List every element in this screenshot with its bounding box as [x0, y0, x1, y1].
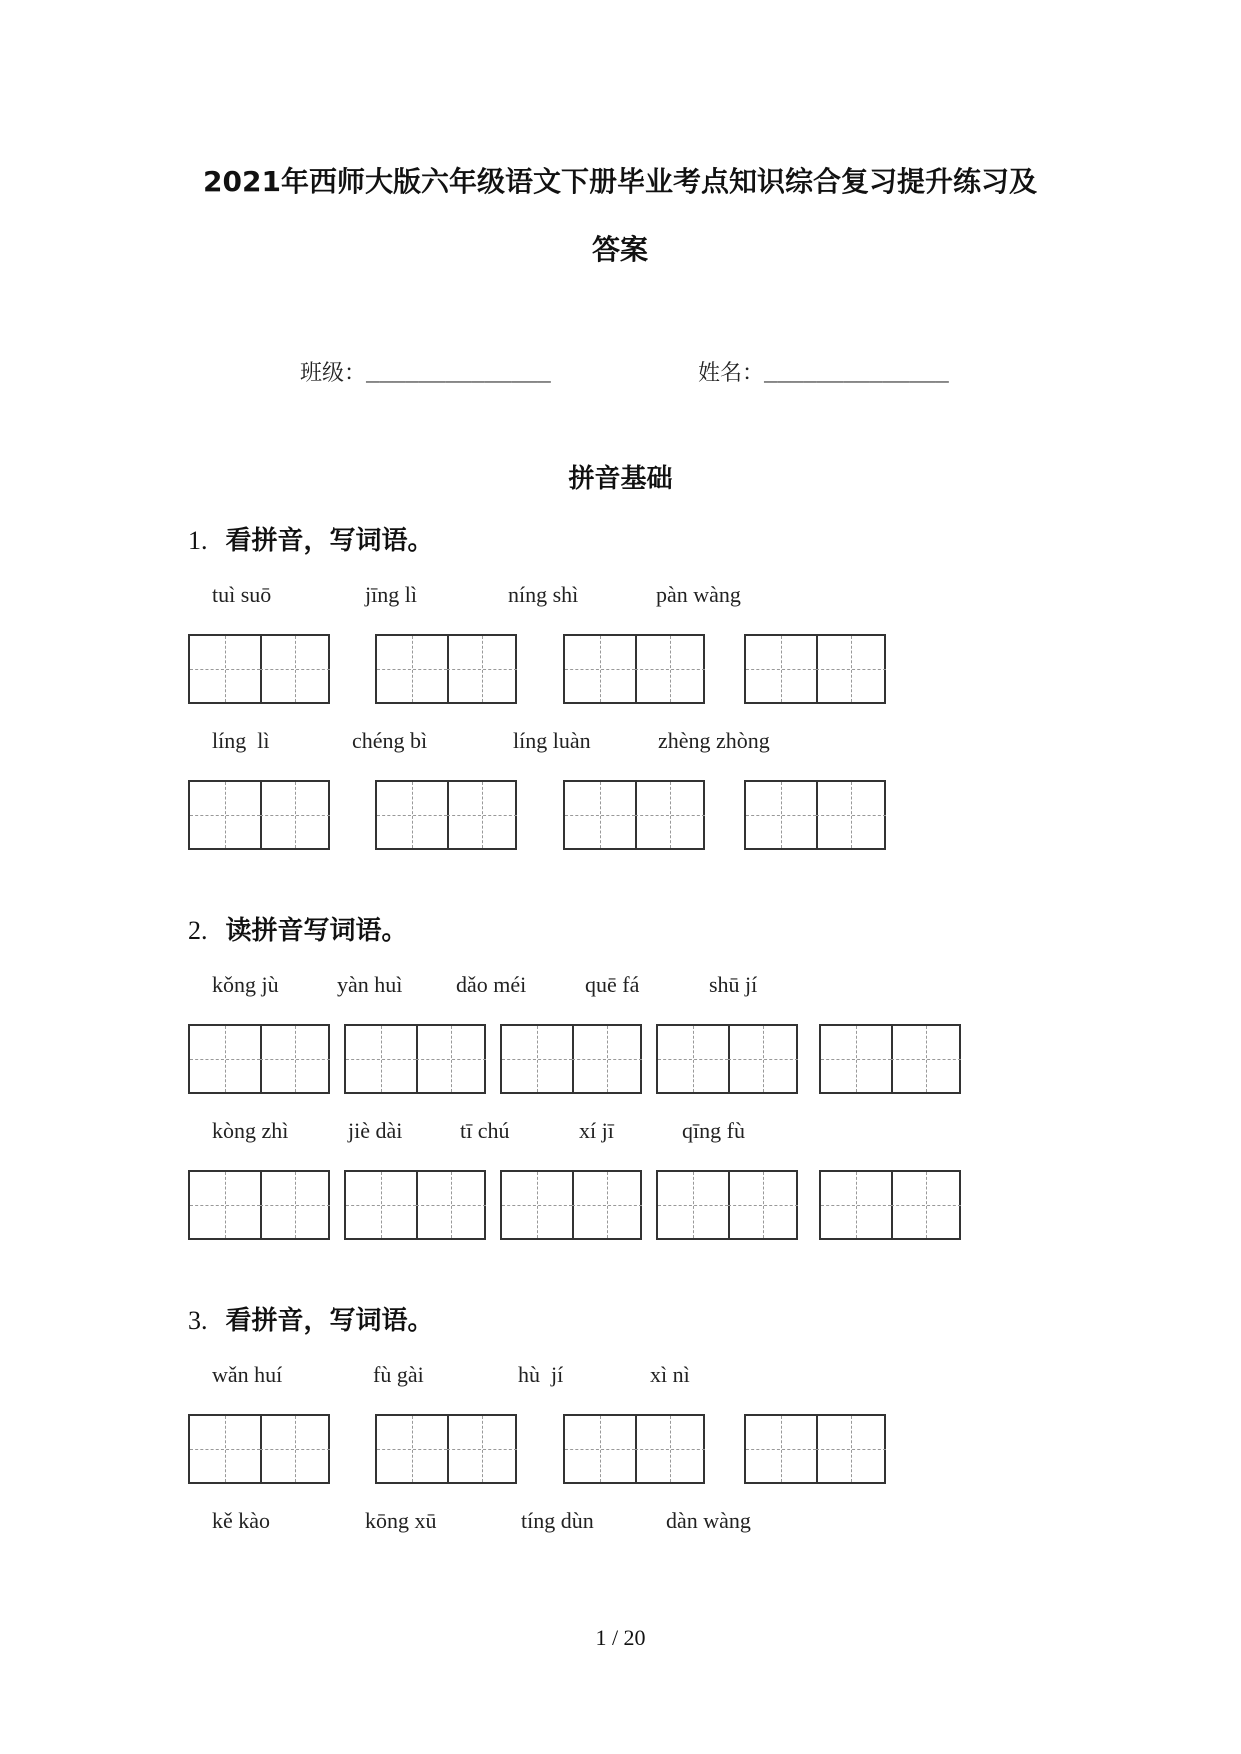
- writing-box[interactable]: [375, 780, 517, 850]
- pinyin-label: chéng bì: [352, 728, 428, 753]
- writing-box[interactable]: [500, 1170, 642, 1240]
- writing-box[interactable]: [744, 1414, 886, 1484]
- pinyin-label: yàn huì: [337, 972, 403, 997]
- pinyin-label: kōng xū: [365, 1508, 437, 1533]
- pinyin-label: qīng fù: [682, 1118, 745, 1143]
- pinyin-label: xí jī: [579, 1118, 614, 1143]
- name-blank: ______________: [764, 362, 949, 387]
- writing-box[interactable]: [375, 634, 517, 704]
- writing-box[interactable]: [656, 1170, 798, 1240]
- name-field: [698, 356, 949, 387]
- pinyin-label: dǎo méi: [456, 972, 527, 997]
- writing-box[interactable]: [563, 634, 705, 704]
- writing-box[interactable]: [188, 1024, 330, 1094]
- pinyin-label: kǒng jù: [212, 972, 279, 997]
- pinyin-label: níng shì: [508, 582, 579, 607]
- writing-box[interactable]: [188, 1170, 330, 1240]
- pinyin-label: kòng zhì: [212, 1118, 289, 1143]
- question-number: 3.: [188, 1306, 208, 1335]
- question-prompt: 看拼音，写词语。: [225, 1306, 434, 1336]
- pinyin-label: líng lì: [212, 728, 270, 753]
- document-title-line-1: 2021年西师大版六年级语文下册毕业考点知识综合复习提升练习及: [203, 165, 1037, 198]
- question-2-heading: [188, 910, 408, 947]
- writing-box[interactable]: [344, 1170, 486, 1240]
- writing-box[interactable]: [188, 780, 330, 850]
- writing-box[interactable]: [188, 634, 330, 704]
- writing-box[interactable]: [744, 780, 886, 850]
- pinyin-label: zhèng zhòng: [658, 728, 770, 753]
- document-title-line-2: 答案: [591, 233, 648, 266]
- pinyin-label: tī chú: [460, 1118, 510, 1143]
- question-1-heading: [188, 520, 434, 557]
- writing-box[interactable]: [563, 1414, 705, 1484]
- writing-box[interactable]: [819, 1170, 961, 1240]
- pinyin-label: dàn wàng: [666, 1508, 751, 1533]
- pinyin-label: jiè dài: [348, 1118, 403, 1143]
- pinyin-label: fù gài: [373, 1362, 424, 1387]
- pinyin-label: wǎn huí: [212, 1362, 283, 1387]
- class-blank: ______________: [366, 362, 551, 387]
- pinyin-label: quē fá: [585, 972, 640, 997]
- writing-box[interactable]: [819, 1024, 961, 1094]
- pinyin-label: líng luàn: [513, 728, 591, 753]
- question-prompt: 看拼音，写词语。: [225, 526, 434, 556]
- writing-box[interactable]: [344, 1024, 486, 1094]
- writing-box[interactable]: [188, 1414, 330, 1484]
- question-number: 2.: [188, 916, 208, 945]
- name-label: 姓名：: [698, 361, 765, 386]
- page-number: 1 / 20: [595, 1625, 646, 1650]
- pinyin-label: hù jí: [518, 1362, 564, 1387]
- pinyin-label: shū jí: [709, 972, 758, 997]
- writing-box[interactable]: [375, 1414, 517, 1484]
- pinyin-label: pàn wàng: [656, 582, 741, 607]
- pinyin-label: kě kào: [212, 1508, 271, 1533]
- writing-box[interactable]: [744, 634, 886, 704]
- pinyin-label: jīng lì: [365, 582, 417, 607]
- writing-box[interactable]: [500, 1024, 642, 1094]
- pinyin-label: tíng dùn: [521, 1508, 594, 1533]
- writing-box[interactable]: [656, 1024, 798, 1094]
- pinyin-label: tuì suō: [212, 582, 272, 607]
- question-3-heading: [188, 1300, 434, 1337]
- writing-box[interactable]: [563, 780, 705, 850]
- question-number: 1.: [188, 526, 208, 555]
- class-field: [300, 356, 551, 387]
- question-prompt: 读拼音写词语。: [225, 916, 408, 946]
- section-heading: 拼音基础: [568, 464, 673, 494]
- pinyin-label: xì nì: [650, 1362, 690, 1387]
- class-label: 班级：: [300, 361, 367, 386]
